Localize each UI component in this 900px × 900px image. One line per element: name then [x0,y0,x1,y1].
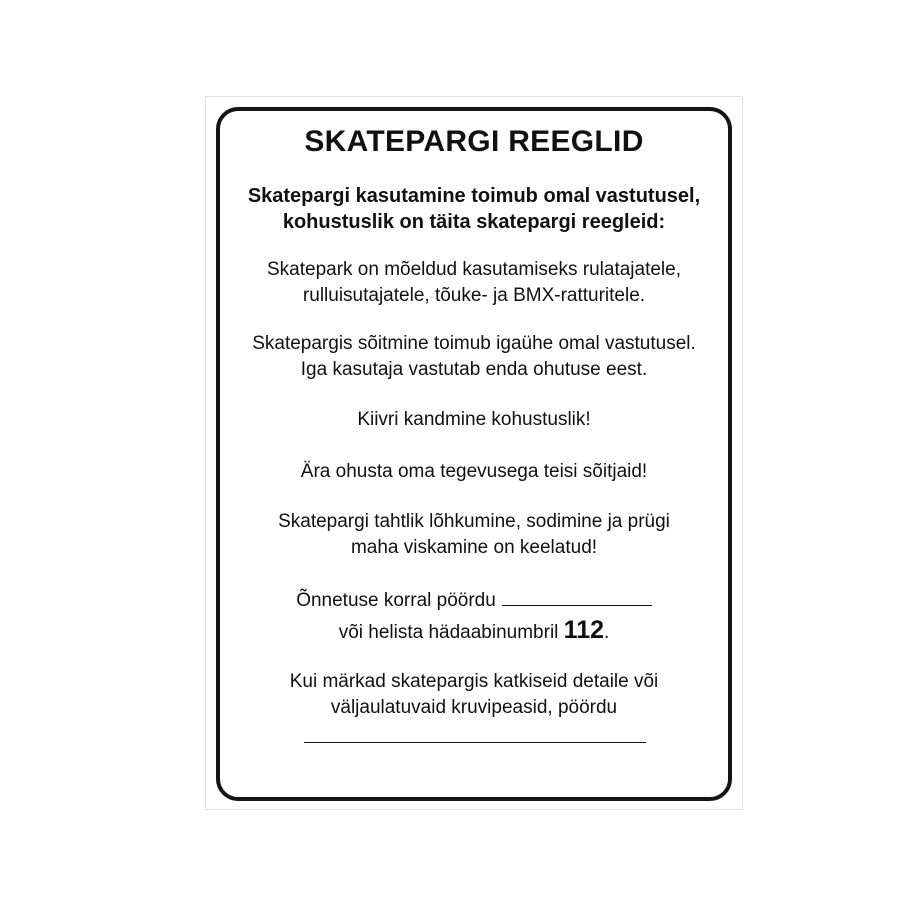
damage-report [220,669,728,721]
accident-contact-line [220,587,728,614]
damage-report-line-2: väljaulatuvaid kruvipeasid, pöördu [330,697,618,718]
rule-own-responsibility-line-1: Skatepargis sõitmine toimub igaühe omal vastutusel. [252,333,696,354]
emergency-call-line [220,617,728,646]
intro-line-1: Skatepargi kasutamine toimub omal vastutusel, [247,185,701,207]
rule-no-endangering: Ära ohusta oma tegevusega teisi sõitjaid! [300,461,648,482]
rule-own-responsibility-line-2: Iga kasutaja vastutab enda ohutuse eest. [300,359,648,380]
damage-report-line-1: Kui märkad skatepargis katkiseid detaile või [289,671,659,692]
sign-border [216,107,732,801]
sign-title: SKATEPARGI REEGLID [304,125,644,158]
rule-own-responsibility [220,331,728,383]
rule-no-vandalism-line-1: Skatepargi tahtlik lõhkumine, sodimine ja prügi [278,511,670,532]
sign-sheet [205,96,743,810]
intro-line-2: kohustuslik on täita skatepargi reegleid: [282,211,666,233]
rule-intended-use-line-1: Skatepark on mõeldud kasutamiseks rulatajatele, [266,259,681,280]
intro-text [220,183,728,235]
emergency-call-period: . [604,622,610,643]
rule-no-vandalism-line-2: maha viskamine on keelatud! [350,537,598,558]
emergency-call-text: või helista hädaabinumbril [338,622,559,643]
accident-contact-text: Õnnetuse korral pöördu [296,590,496,611]
accident-contact-blank [502,587,652,606]
rule-helmet: Kiivri kandmine kohustuslik! [357,409,591,430]
rule-no-vandalism [220,509,728,561]
emergency-number: 112 [563,616,605,644]
damage-contact-blank [304,742,646,743]
rule-intended-use [220,257,728,309]
rule-intended-use-line-2: rulluisutajatele, tõuke- ja BMX-ratturitele. [302,285,646,306]
